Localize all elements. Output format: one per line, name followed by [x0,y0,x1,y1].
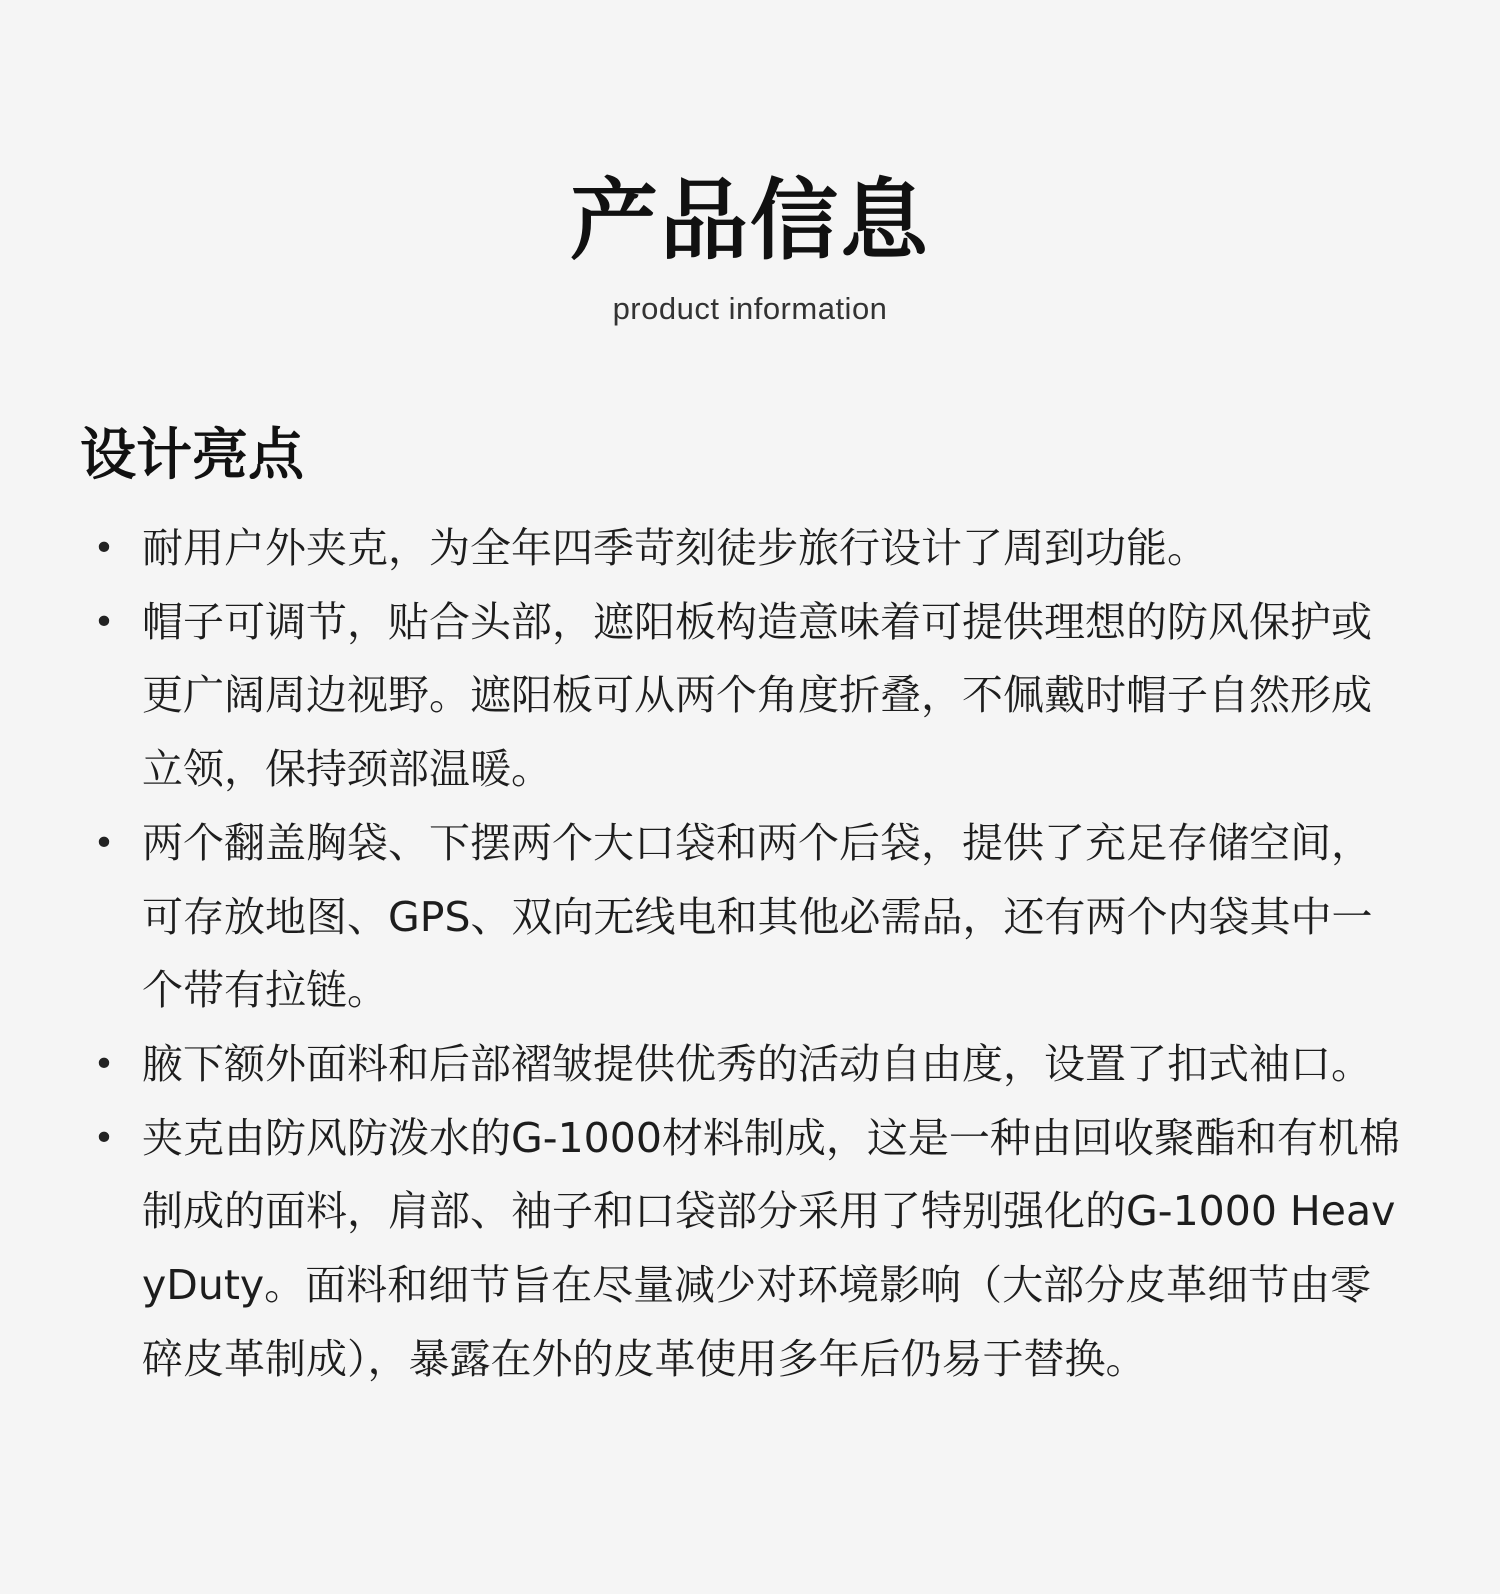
section-heading: 设计亮点 [80,423,304,488]
feature-text: 两个翻盖胸袋、下摆两个大口袋和两个后袋，提供了充足存储空间，可存放地图、GPS、双向无线电和其他必需品，还有两个内袋其中一个带有拉链。 [142,818,1373,1015]
page-subtitle: product information [612,291,888,326]
bullet-dot-icon: • [93,528,115,569]
feature-item [80,1102,1410,1397]
feature-item [80,512,1410,586]
bullet-dot-icon: • [93,1117,115,1159]
bullet-dot-icon: • [93,1043,115,1085]
feature-list [80,512,1410,1396]
feature-item [80,807,1410,1028]
bullet-dot-icon: • [93,822,115,864]
feature-text: 腋下额外面料和后部褶皱提供优秀的活动自由度，设置了扣式袖口。 [142,1039,1372,1088]
feature-item [80,586,1410,807]
feature-text: 夹克由防风防泼水的G-1000材料制成，这是一种由回收聚酯和有机棉制成的面料，肩部、袖子和口袋部分采用了特别强化的G-1000 HeavyDuty。面料和细节旨在尽量减少对环境影响（大部分皮革细节由零碎皮革制成），暴露在外的皮革使用多年后仍易于替换。 [142,1113,1400,1383]
feature-text: 帽子可调节，贴合头部，遮阳板构造意味着可提供理想的防风保护或更广阔周边视野。遮阳板可从两个角度折叠，不佩戴时帽子自然形成立领，保持颈部温暖。 [142,597,1372,794]
page-title: 产品信息 [569,169,930,272]
feature-item [80,1028,1410,1102]
feature-text: 耐用户外夹克，为全年四季苛刻徒步旅行设计了周到功能。 [142,524,1208,572]
bullet-dot-icon: • [93,601,115,643]
